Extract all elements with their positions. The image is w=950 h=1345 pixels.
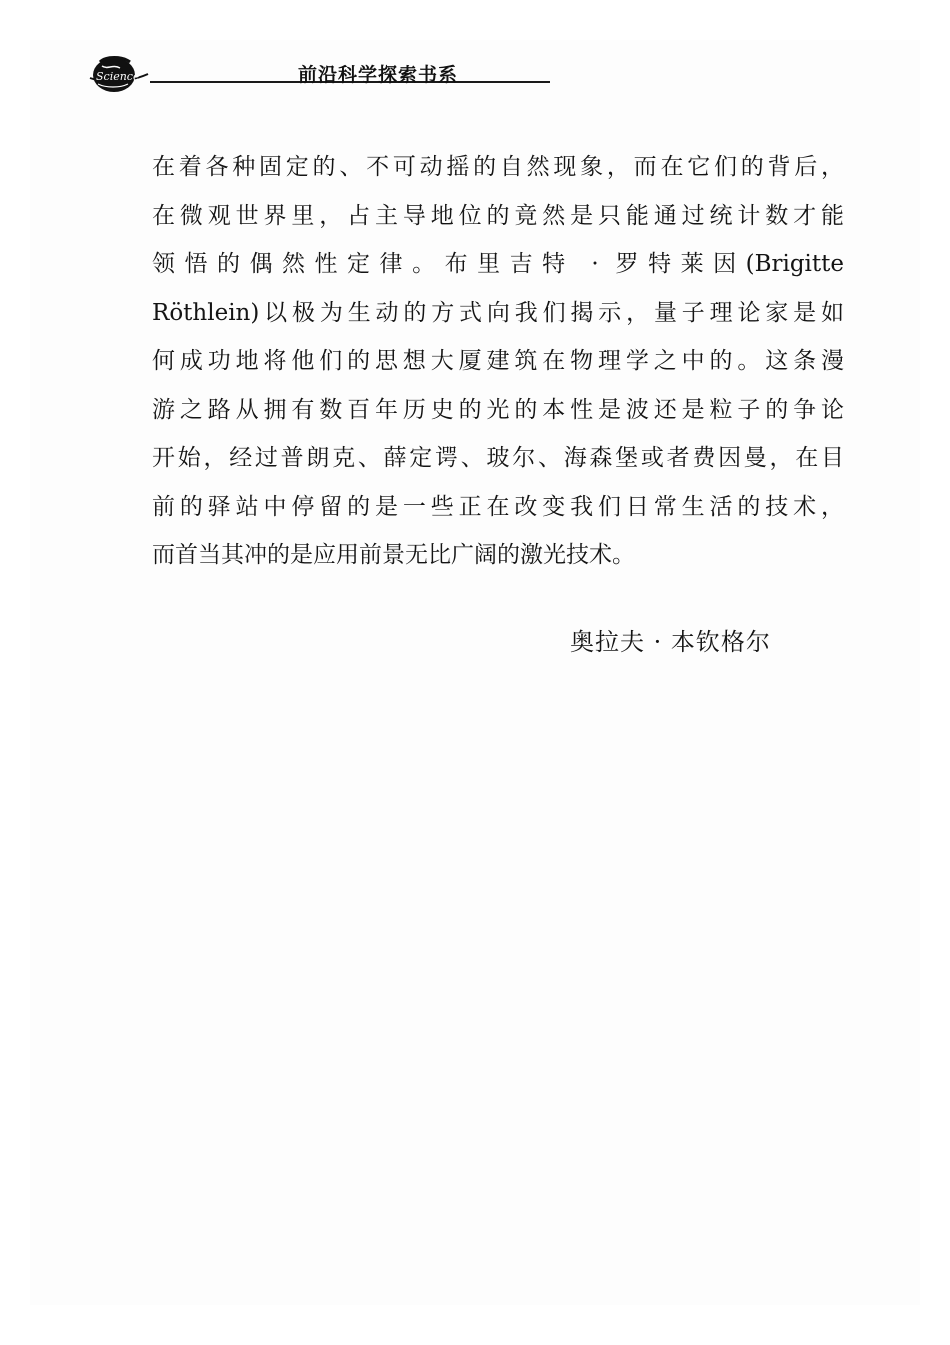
- text-line: 何成功地将他们的思想大厦建筑在物理学之中的。这条漫: [152, 348, 844, 374]
- body-paragraph: [152, 143, 844, 580]
- text-line: 而首当其冲的是应用前景无比广阔的激光技术。: [152, 542, 635, 568]
- text-line: 开始，经过普朗克、薛定谔、玻尔、海森堡或者费因曼，在目: [152, 445, 844, 471]
- series-title: 前沿科学探索书系: [298, 64, 459, 86]
- text-line: 前的驿站中停留的是一些正在改变我们日常生活的技术，: [152, 493, 844, 520]
- science-globe-logo-icon: [86, 54, 150, 94]
- text-line: 在微观世界里，占主导地位的竟然是只能通过统计数才能: [152, 202, 844, 229]
- author-signature: 奥拉夫 · 本钦格尔: [570, 628, 771, 656]
- text-line: 领悟的偶然性定律。布里吉特 · 罗特莱因(Brigitte: [152, 251, 844, 277]
- text-line: Röthlein)以极为生动的方式向我们揭示，量子理论家是如: [152, 299, 844, 326]
- logo-text: Science: [96, 70, 140, 83]
- text-line: 在着各种固定的、不可动摇的自然现象，而在它们的背后，: [152, 154, 844, 180]
- text-line: 游之路从拥有数百年历史的光的本性是波还是粒子的争论: [152, 396, 844, 423]
- running-header: [86, 54, 496, 94]
